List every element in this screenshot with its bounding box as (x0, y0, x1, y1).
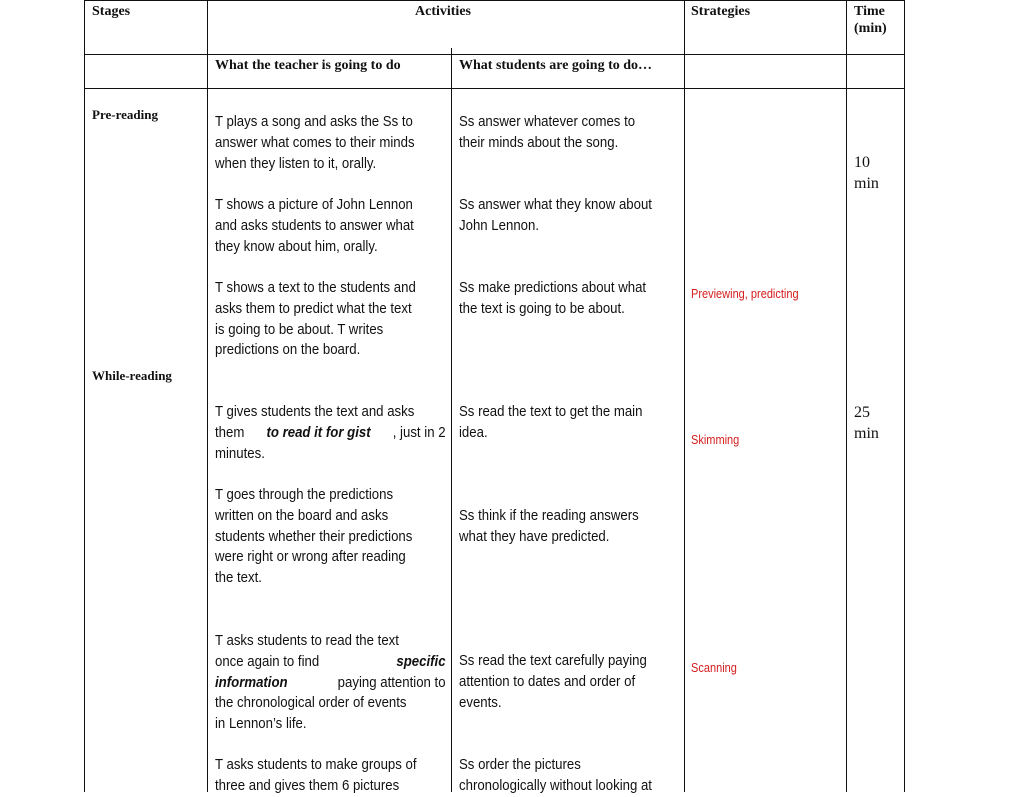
column-divider-stages (207, 0, 208, 792)
text-line: events. (459, 693, 502, 711)
teacher-activity-1 (215, 112, 415, 174)
header-stages: Stages (92, 4, 131, 19)
text-run: paying attention to (337, 673, 446, 691)
student-activity-4 (459, 402, 642, 444)
text-line: Ss read the text to get the main (459, 403, 643, 420)
text-line: asks them to predict what the text (215, 299, 412, 317)
text-line: minutes. (215, 444, 265, 462)
stage-while-reading: While-reading (92, 368, 172, 383)
header-time-unit: (min) (854, 21, 887, 36)
header-activities: Activities (415, 4, 471, 19)
student-activity-6 (459, 651, 647, 713)
text-line: Ss answer what they know about (459, 196, 652, 213)
text-line: the chronological order of events (215, 694, 407, 712)
strategy-skimming: Skimming (691, 433, 740, 447)
teacher-activity-7 (215, 755, 417, 797)
text-line: T gives students the text and asks (215, 403, 415, 420)
student-activity-3 (459, 278, 646, 320)
text-line: T asks students to read the text (215, 632, 399, 649)
text-line: and asks students to answer what (215, 216, 414, 234)
teacher-activity-3 (215, 278, 416, 361)
teacher-activity-4 (215, 402, 446, 464)
text-line: Ss answer whatever comes to (459, 113, 636, 130)
text-run: once again to find (215, 652, 320, 670)
text-line: T asks students to make groups of (215, 756, 417, 773)
text-line: were right or wrong after reading (215, 548, 406, 566)
header-strategies: Strategies (691, 4, 751, 19)
student-activity-5 (459, 506, 639, 548)
text-line: when they listen to it, orally. (215, 154, 377, 172)
header-students-column: What students are going to do… (459, 58, 653, 73)
header-time: Time (854, 4, 885, 19)
table-border-right (904, 0, 905, 792)
text-line-justified (215, 652, 446, 673)
stage-pre-reading: Pre-reading (92, 107, 158, 122)
time-while-reading (854, 402, 879, 444)
text-line: the text is going to be about. (459, 299, 625, 317)
text-line: three and gives them 6 pictures (215, 776, 400, 794)
text-line: T goes through the predictions (215, 486, 394, 503)
text-line: Ss make predictions about what (459, 279, 647, 296)
text-line: attention to dates and order of (459, 672, 636, 690)
column-divider-activities (451, 48, 452, 792)
strategy-scanning: Scanning (691, 661, 737, 675)
text-line: their minds about the song. (459, 133, 619, 151)
teacher-activity-6 (215, 631, 446, 735)
subheader-bottom-divider (84, 88, 905, 89)
column-divider-time (846, 0, 847, 792)
table-border-left (84, 0, 85, 792)
text-line: predictions on the board. (215, 341, 361, 359)
text-line: T shows a picture of John Lennon (215, 196, 413, 213)
text-line: Ss read the text carefully paying (459, 652, 647, 669)
text-line: T plays a song and asks the Ss to (215, 113, 413, 130)
header-row-divider (84, 0, 905, 1)
text-line: Ss think if the reading answers (459, 507, 639, 524)
text-run: them (215, 423, 245, 441)
header-teacher-column: What the teacher is going to do (215, 58, 401, 73)
student-activity-1 (459, 112, 635, 154)
time-value: 25 (854, 404, 870, 421)
text-line: T shows a text to the students and (215, 279, 416, 296)
text-line: students whether their predictions (215, 527, 413, 545)
text-line: chronologically without looking at (459, 776, 652, 794)
emphasis-text: information (215, 673, 288, 691)
student-activity-7 (459, 755, 652, 797)
time-value: 10 (854, 154, 870, 171)
emphasis-text: to read it for gist (266, 423, 371, 441)
time-unit: min (854, 175, 879, 192)
text-line: John Lennon. (459, 216, 540, 234)
text-line: they know about him, orally. (215, 237, 378, 255)
student-activity-2 (459, 195, 652, 237)
column-divider-strategies (684, 0, 685, 792)
text-line: answer what comes to their minds (215, 133, 415, 151)
teacher-activity-2 (215, 195, 414, 257)
text-run: , just in 2 (392, 423, 446, 441)
text-line: idea. (459, 423, 488, 441)
text-line: is going to be about. T writes (215, 320, 384, 338)
time-unit: min (854, 425, 879, 442)
text-line: what they have predicted. (459, 527, 610, 545)
text-line: the text. (215, 569, 262, 586)
time-pre-reading (854, 152, 879, 194)
text-line: in Lennon’s life. (215, 715, 307, 732)
text-line-justified (215, 423, 446, 444)
strategy-previewing: Previewing, predicting (691, 287, 799, 301)
teacher-activity-5 (215, 485, 412, 589)
text-line: written on the board and asks (215, 506, 389, 524)
text-line-justified (215, 673, 446, 694)
text-line: Ss order the pictures (459, 756, 581, 773)
subheader-top-divider (84, 54, 905, 55)
emphasis-text: specific (396, 652, 446, 670)
